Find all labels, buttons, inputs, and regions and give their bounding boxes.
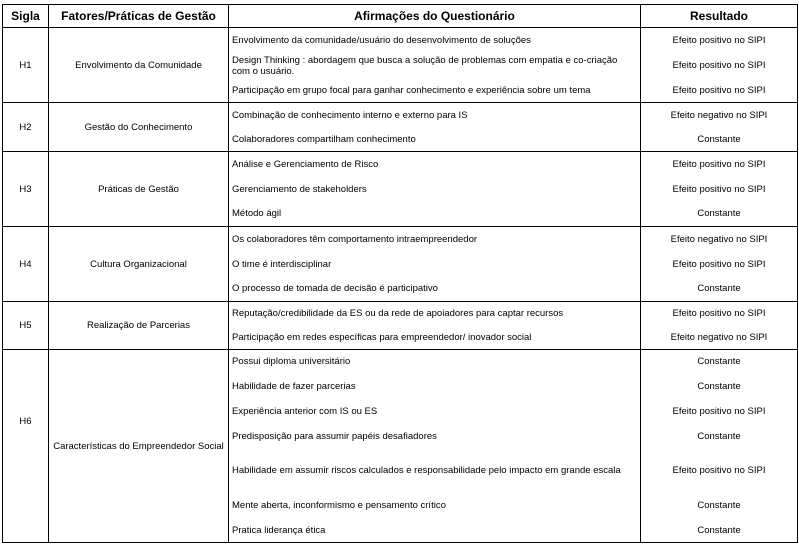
resultado-cell: Constante [641, 493, 798, 519]
resultado-cell: Efeito negativo no SIPI [641, 103, 798, 128]
afirmacao-cell: Experiência anterior com IS ou ES [229, 399, 641, 424]
afirmacao-cell: Participação em redes específicas para empreendedor/ inovador social [229, 326, 641, 350]
resultado-cell: Constante [641, 128, 798, 152]
resultado-cell: Constante [641, 350, 798, 374]
afirmacao-cell: Gerenciamento de stakeholders [229, 177, 641, 202]
afirmacao-cell: Envolvimento da comunidade/usuário do desenvolvimento de soluções [229, 28, 641, 53]
fator-cell: Gestão do Conhecimento [49, 103, 229, 152]
table-row [3, 152, 798, 177]
afirmacao-cell: Design Thinking : abordagem que busca a solução de problemas com empatia e co-criação com o usuário. [229, 53, 641, 79]
header-fatores: Fatores/Práticas de Gestão [49, 5, 229, 28]
resultado-cell: Efeito positivo no SIPI [641, 399, 798, 424]
fator-cell: Práticas de Gestão [49, 152, 229, 227]
resultado-cell: Efeito positivo no SIPI [641, 252, 798, 277]
sigla-cell: H1 [3, 28, 49, 103]
resultado-cell: Efeito positivo no SIPI [641, 28, 798, 53]
header-resultado: Resultado [641, 5, 798, 28]
sigla-cell: H2 [3, 103, 49, 152]
resultado-cell: Efeito negativo no SIPI [641, 227, 798, 252]
afirmacao-cell: Reputação/credibilidade da ES ou da rede de apoiadores para captar recursos [229, 302, 641, 326]
header-afirmacoes: Afirmações do Questionário [229, 5, 641, 28]
resultado-cell: Efeito positivo no SIPI [641, 302, 798, 326]
table-row [3, 103, 798, 128]
fator-cell: Cultura Organizacional [49, 227, 229, 302]
resultado-cell: Efeito positivo no SIPI [641, 177, 798, 202]
afirmacao-cell: Possui diploma universitário [229, 350, 641, 374]
table-row [3, 28, 798, 53]
table-body [3, 28, 798, 543]
fator-cell: Envolvimento da Comunidade [49, 28, 229, 103]
resultado-cell: Efeito positivo no SIPI [641, 53, 798, 79]
afirmacao-cell: Pratica liderança ética [229, 519, 641, 543]
resultado-cell: Constante [641, 277, 798, 302]
resultado-cell: Efeito positivo no SIPI [641, 79, 798, 103]
afirmacao-cell: Mente aberta, inconformismo e pensamento crítico [229, 493, 641, 519]
resultado-cell: Constante [641, 424, 798, 449]
header-row [3, 5, 798, 28]
fator-cell: Características do Empreendedor Social [49, 350, 229, 543]
hypotheses-table [2, 4, 798, 543]
afirmacao-cell: Combinação de conhecimento interno e externo para IS [229, 103, 641, 128]
resultado-cell: Efeito positivo no SIPI [641, 152, 798, 177]
header-sigla: Sigla [3, 5, 49, 28]
afirmacao-cell: Colaboradores compartilham conhecimento [229, 128, 641, 152]
afirmacao-cell: O processo de tomada de decisão é participativo [229, 277, 641, 302]
table-row [3, 302, 798, 326]
resultado-cell: Efeito negativo no SIPI [641, 326, 798, 350]
table-row [3, 227, 798, 252]
afirmacao-cell: Análise e Gerenciamento de Risco [229, 152, 641, 177]
afirmacao-cell: Habilidade em assumir riscos calculados e responsabilidade pelo impacto em grande escala [229, 449, 641, 493]
afirmacao-cell: Os colaboradores têm comportamento intraempreendedor [229, 227, 641, 252]
afirmacao-cell: O time é interdisciplinar [229, 252, 641, 277]
resultado-cell: Constante [641, 202, 798, 227]
sigla-cell: H3 [3, 152, 49, 227]
sigla-cell: H6 [3, 350, 49, 543]
resultado-cell: Constante [641, 519, 798, 543]
table-row [3, 350, 798, 374]
sigla-cell: H5 [3, 302, 49, 350]
resultado-cell: Efeito positivo no SIPI [641, 449, 798, 493]
afirmacao-cell: Predisposição para assumir papéis desafiadores [229, 424, 641, 449]
afirmacao-cell: Método ágil [229, 202, 641, 227]
fator-cell: Realização de Parcerias [49, 302, 229, 350]
afirmacao-cell: Habilidade de fazer parcerias [229, 374, 641, 399]
afirmacao-cell: Participação em grupo focal para ganhar conhecimento e experiência sobre um tema [229, 79, 641, 103]
sigla-cell: H4 [3, 227, 49, 302]
resultado-cell: Constante [641, 374, 798, 399]
